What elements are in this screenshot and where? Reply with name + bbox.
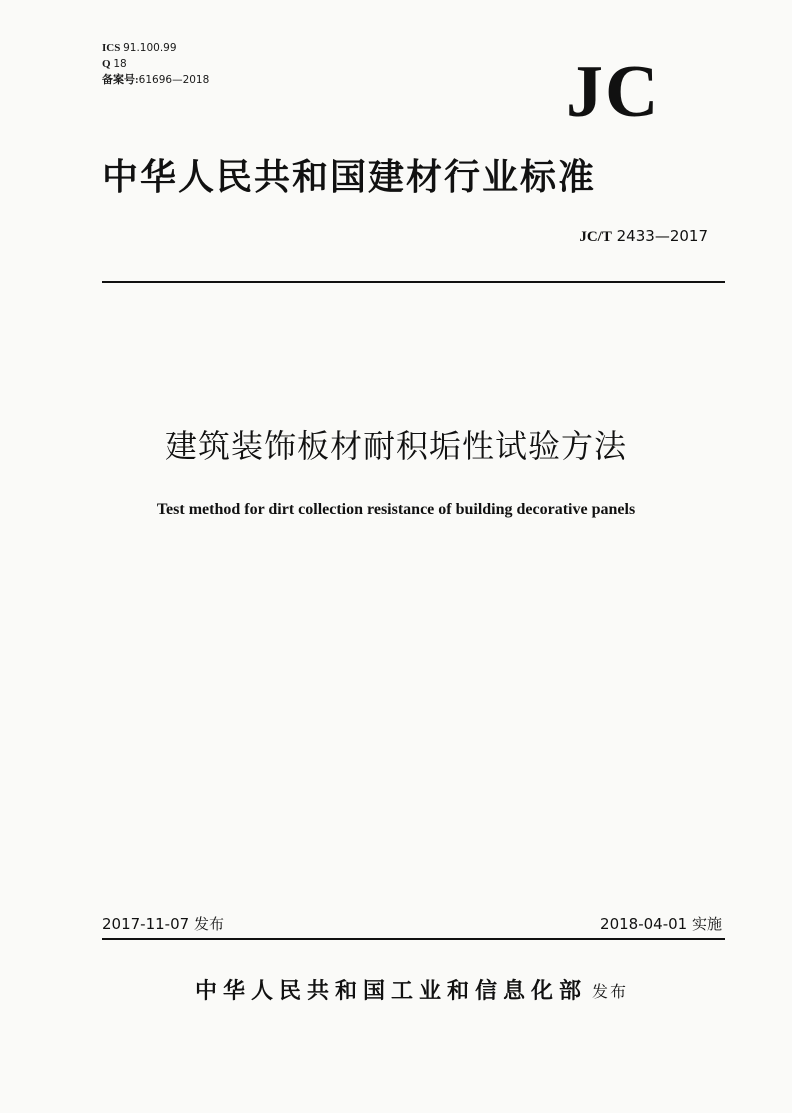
ics-code: 91.100.99 — [123, 42, 177, 54]
record-label: 备案号: — [102, 74, 139, 86]
title-english: Test method for dirt collection resistance of building decorative panels — [156, 501, 636, 518]
publisher-suffix: 发布 — [592, 982, 629, 1001]
ccs-code: 18 — [113, 58, 127, 70]
title-chinese: 建筑装饰板材耐积垢性试验方法 — [164, 427, 627, 465]
record-line — [102, 74, 209, 87]
standard-number — [579, 226, 708, 247]
ics-label: ICS — [102, 42, 121, 54]
publisher-name: 中华人民共和国工业和信息化部 — [195, 978, 588, 1004]
ccs-label: Q — [102, 58, 111, 70]
standard-number-prefix: JC/T — [579, 229, 612, 245]
issue-date: 2017-11-07 发布 — [102, 915, 224, 933]
org-title: 中华人民共和国建材行业标准 — [102, 156, 597, 198]
ics-line — [102, 42, 177, 55]
record-code: 61696—2018 — [138, 74, 210, 86]
jc-logo: JC — [566, 51, 661, 133]
effective-date: 2018-04-01 实施 — [600, 915, 722, 933]
top-divider — [102, 281, 725, 283]
standard-number-code: 2433—2017 — [616, 227, 708, 245]
bottom-divider — [102, 938, 725, 940]
ccs-line — [102, 58, 127, 71]
